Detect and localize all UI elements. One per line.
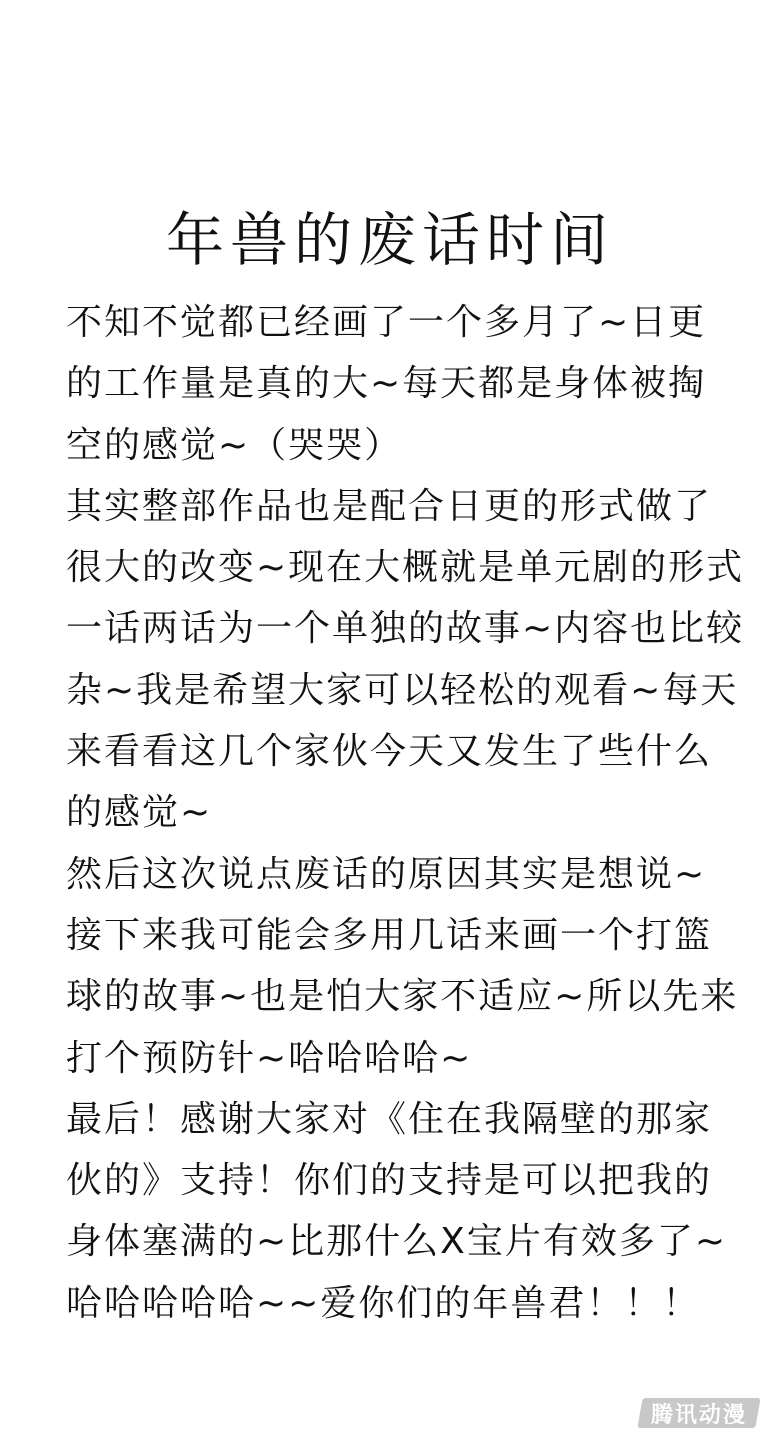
- text-line: 最后！感谢大家对《住在我隔壁的那家: [66, 1098, 713, 1140]
- text-line: 接下来我可能会多用几话来画一个打篮: [66, 914, 713, 956]
- text-line: 的感觉~: [66, 792, 213, 834]
- tencent-comic-watermark-logo: [637, 1398, 760, 1428]
- text-line: 伙的》支持！你们的支持是可以把我的: [66, 1160, 713, 1202]
- text-line: 来看看这几个家伙今天又发生了些什么: [66, 731, 713, 773]
- text-line: 哈哈哈哈哈~~爱你们的年兽君！！！: [66, 1282, 701, 1324]
- text-line: 身体塞满的~比那什么X宝片有效多了~: [66, 1221, 727, 1263]
- text-line: 杂~我是希望大家可以轻松的观看~每天: [66, 669, 739, 711]
- text-line: 然后这次说点废话的原因其实是想说~: [66, 853, 707, 895]
- note-body: [66, 292, 746, 1334]
- watermark-text: 腾讯动漫: [650, 1402, 747, 1428]
- text-line: 球的故事~也是怕大家不适应~所以先来: [66, 976, 739, 1018]
- text-line: 其实整部作品也是配合日更的形式做了: [66, 485, 713, 527]
- text-line: 的工作量是真的大~每天都是身体被掏: [66, 363, 707, 405]
- text-line: 不知不觉都已经画了一个多月了~日更: [66, 302, 707, 343]
- text-line: 一话两话为一个单独的故事~内容也比较: [66, 608, 745, 650]
- text-line: 很大的改变~现在大概就是单元剧的形式: [66, 547, 745, 589]
- text-line: 空的感觉~（哭哭）: [66, 424, 403, 466]
- page-title: 年兽的废话时间: [165, 206, 614, 274]
- text-line: 打个预防针~哈哈哈哈~: [66, 1037, 473, 1079]
